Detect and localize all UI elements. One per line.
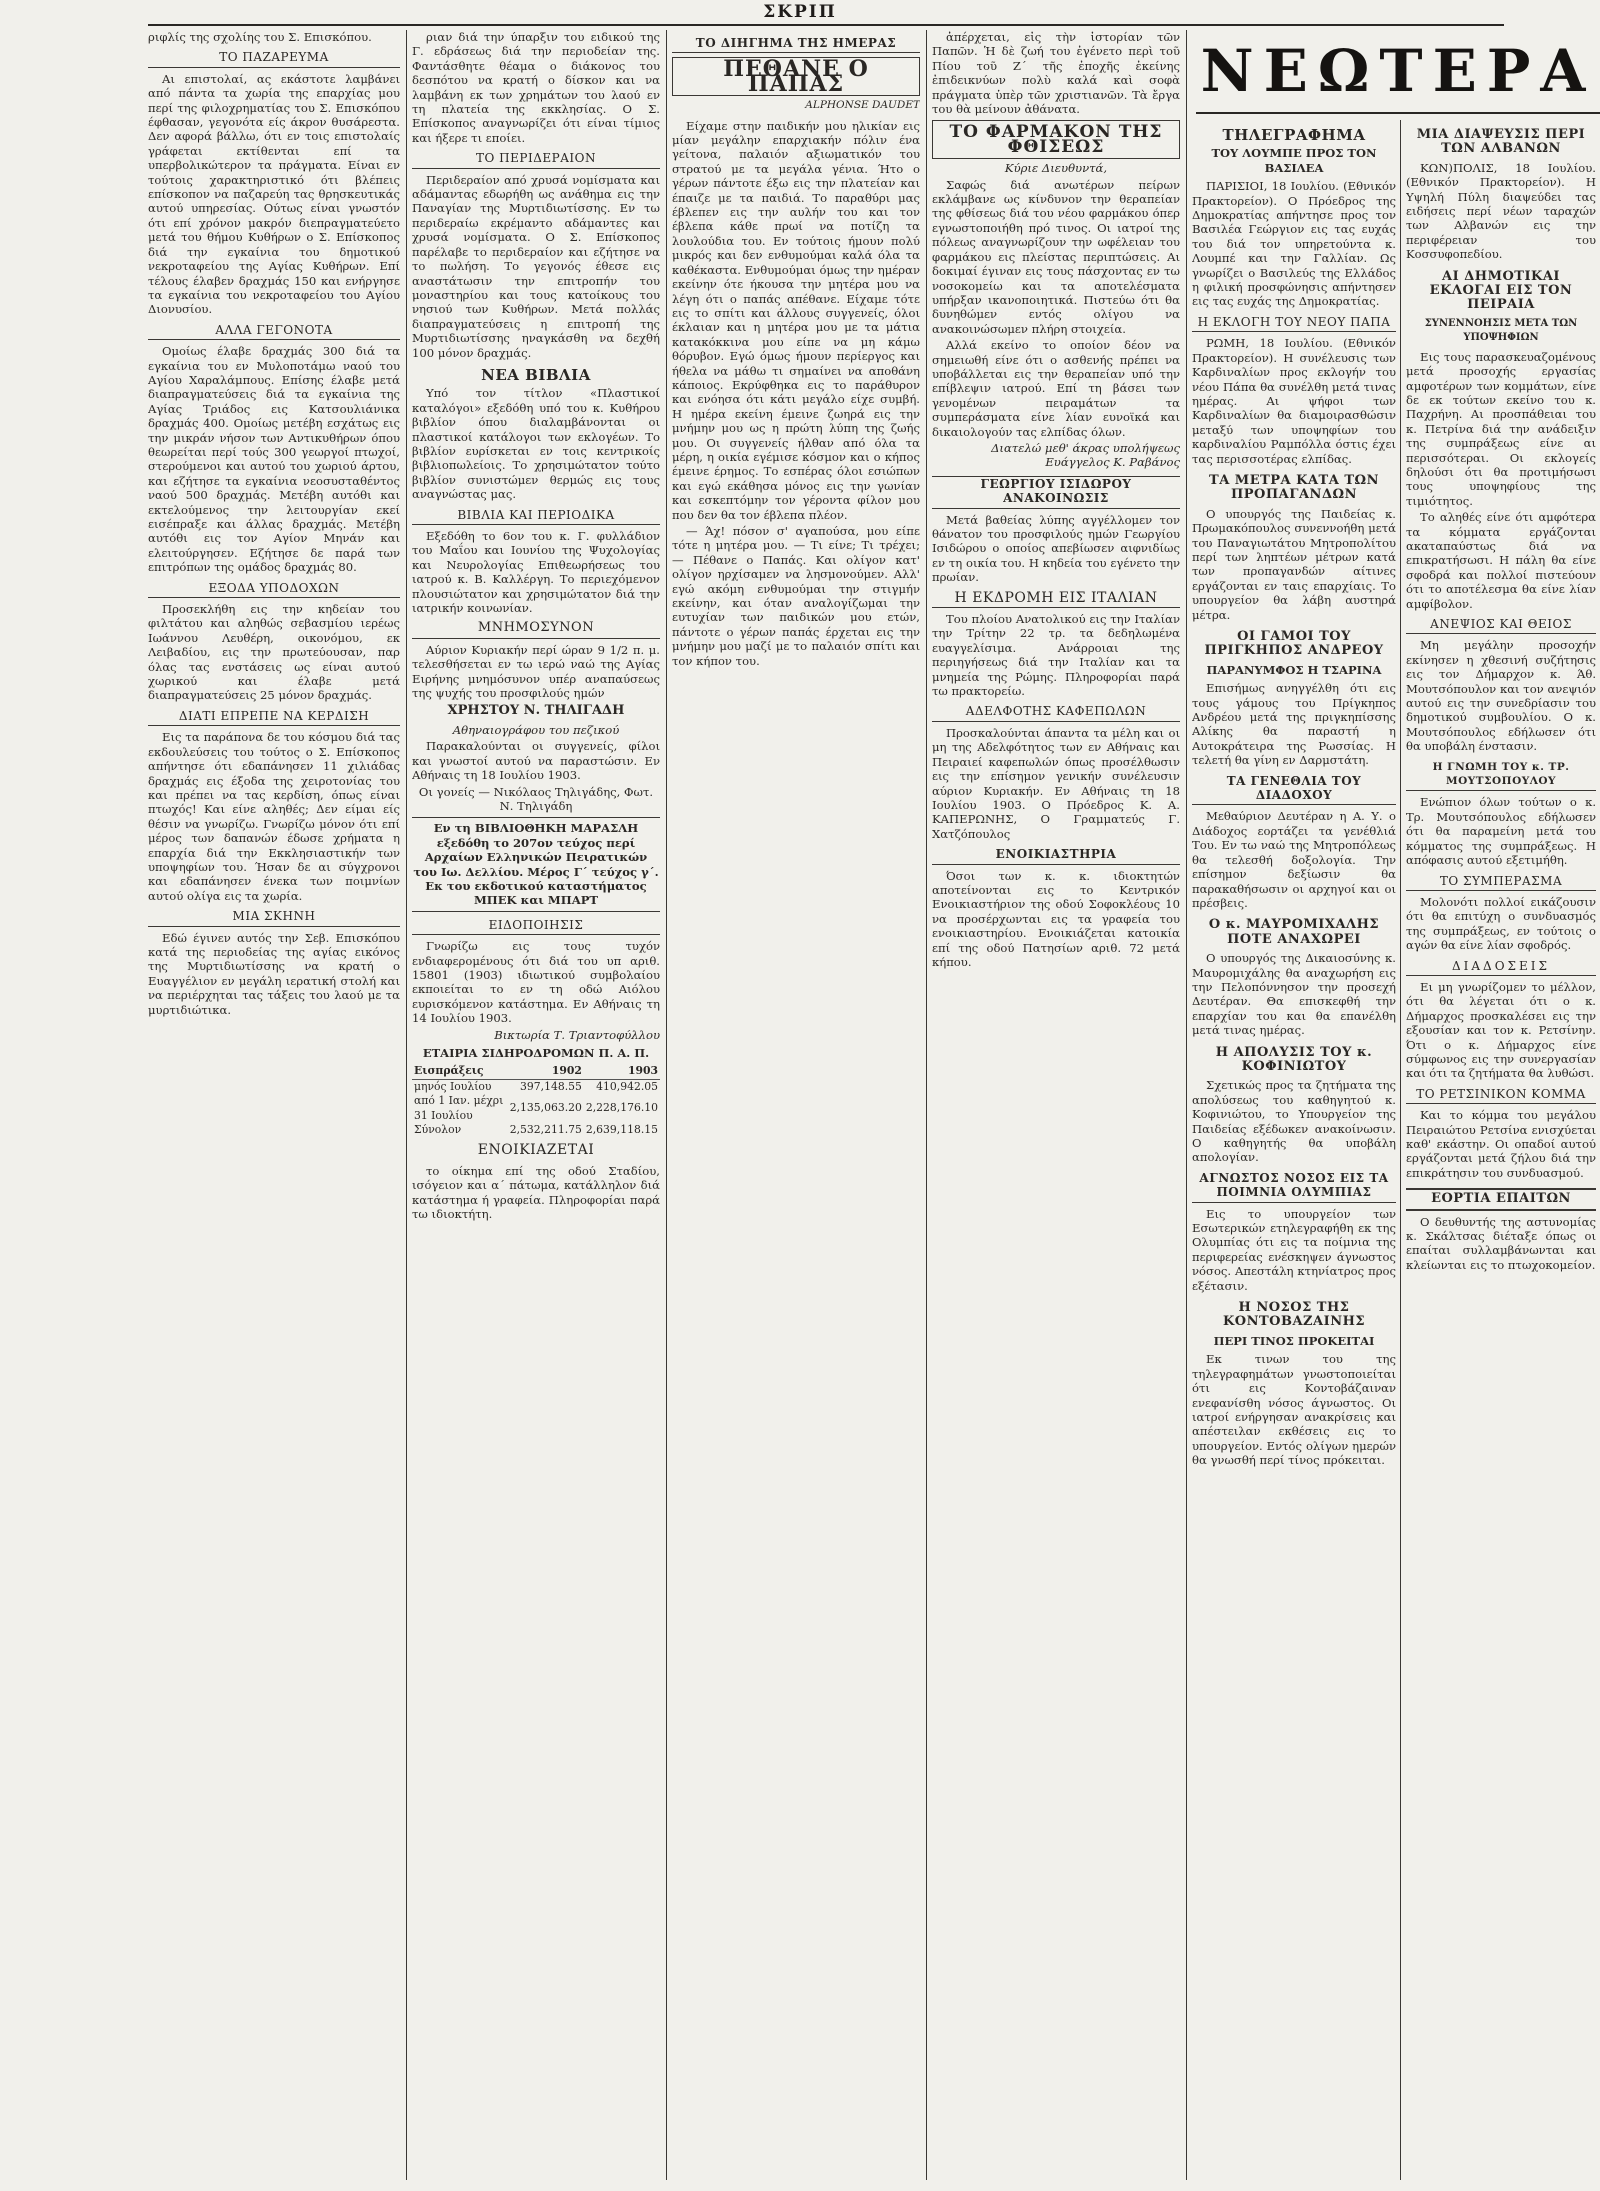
table-heading: ΕΤΑΙΡΙΑ ΣΙΔΗΡΟΔΡΟΜΩΝ Π. Α. Π. bbox=[422, 1046, 650, 1060]
article-heading: ΤΟ ΡΕΤΣΙΝΙΚΟΝ ΚΟΜΜΑ bbox=[1406, 1087, 1596, 1104]
article-text: το οίκημα επί της οδού Σταδίου, ισόγειον και α΄ πάτωμα, κατάλληλον διά κατάστημα ή γραφεία. Πληροφορίαι παρά τω ιδιοκτήτη. bbox=[412, 1163, 660, 1222]
intro-text: ριφλίς της σχολίης του Σ. Επισκόπου. bbox=[148, 30, 372, 44]
article-text: Εις τα παράπονα δε του κόσμου διά τας εκδουλεύσεις του τούτος ο Σ. Επίσκοπος απήντησε ότι εδαπάνησεν 11 χιλιάδας δραχμάς εις έξοδα της χειροτονίας του και πρέπει να τας κερδίση, όπως είναι πτωχός! Και είνε αληθές; Δεν είμαι είς θέσιν να γνωρίζω. Γνωρίζω μόνον ότι επί μέρος των δαπανών έδωσε χρήματα η επαρχία διά την Εκκλησιαστικήν των υποψηφίων του. Ήσαν δε αι σύγχρονοι και εδαπάνησεν ένεκα των ποιμνίων αυτού ολίγα εις τα χωρία. bbox=[148, 730, 400, 903]
article-text: Προσεκλήθη εις την κηδείαν του φιλτάτου και αληθώς σεβασμίου ιερέως Ιωάννου Λευθέρη, οικονόμου, εκ Λειβαδίου, εις την πρωτεύουσαν, παρ όλας τας ενστάσεις ως είναι αυτού χωρικού και έλαβε μετά διαπραγματεύσεις 25 μόνον δραχμάς. bbox=[148, 602, 400, 703]
article-heading: Η ΕΚΛΟΓΗ ΤΟΥ ΝΕΟΥ ΠΑΠΑ bbox=[1192, 315, 1396, 332]
table-header: Εισπράξεις bbox=[412, 1064, 508, 1079]
memorial-signature: Οι γονείς — Νικόλαος Τηλιγάδης, Φωτ. Ν. Τηλιγάδη bbox=[418, 784, 654, 813]
article-text: Το αληθές είνε ότι αμφότερα τα κόμματα εργάζονται ακαταπαύστως διά να επικρατήσωσι. Η πάλη θα είνε σφοδρά και πολλοί πιστεύουν ότι το αποτέλεσμα θα είνε λίαν αμφίβολον. bbox=[1406, 510, 1596, 611]
column-rule bbox=[406, 30, 407, 2180]
article-text: Εξεδόθη το 6ον του κ. Γ. φυλλάδιον του Μαΐου και Ιουνίου της Ψυχολογίας και Νευρολογίας Επιθεωρήσεως του ιατρού κ. Β. Καλλέργη. Το περιεχόμενον πλουσιώτατον και χρησιμώτατον διά την ιατρικήν κοινωνίαν. bbox=[412, 529, 660, 616]
article-text: Εδώ έγινεν αυτός την Σεβ. Επισκόπου κατά της περιοδείας της αγίας εικόνος της Μυρτιδιωτίσσης να κρατή ο Ευαγγέλιον εν μεγάλη ιερατική στολή και να περιέρχηται τας τάξεις του λαού με τα μυρτιδιώτικα. bbox=[148, 930, 400, 1017]
table-row: Σύνολον 2,532,211.75 2,639,118.15 bbox=[414, 1123, 658, 1137]
article-heading: ΤΑ ΓΕΝΕΘΛΙΑ ΤΟΥ ΔΙΑΔΟΧΟΥ bbox=[1192, 774, 1396, 806]
article-text: Του πλοίου Ανατολικού εις την Ιταλίαν την Τρίτην 22 τρ. τα δεδηλωμένα ευαγγελίσιμα. Ανάρροιαι της περιηγήσεως διά την Ιταλίαν και τα μνημεία της Ρώμης. Πληροφορίαι παρά τω πρακτορείω. bbox=[932, 612, 1180, 699]
article-heading: ΜΝΗΜΟΣΥΝΟΝ bbox=[412, 621, 660, 638]
article-heading: ΤΟ ΦΑΡΜΑΚΟΝ ΤΗΣ ΦΘΙΣΕΩΣ bbox=[932, 120, 1180, 159]
notice-signature: Βικτωρία Τ. Τριαντοφύλλου bbox=[494, 1027, 660, 1042]
article-subheading: ΠΑΡΑΝΥΜΦΟΣ Η ΤΣΑΡΙΝΑ bbox=[1206, 662, 1382, 677]
article-text: Αι επιστολαί, ας εκάστοτε λαμβάνει από πάντα τα χωρία της επαρχίας μου περί της φιλοχρηματίας του Σ. Επισκόπου έφθασαν, γεγονότα είς άκρον θυσάρεστα. Δεν αφορά βάλλω, ότι εν τοις επιστολαίς γράφεται εκτίθενται επί τα υπερβολικώτερον τα πράγματα. Είναι εν τούτοις χαρακτηριστικό ότι βλέπεις επίσκοπον να παζαρεύη τας θρησκευτικάς αυτού υπηρεσίας. Ούτως είναι γνωστόν ότι επί χρόνον μακρόν διεπραγματεύετο μετά του θήμου Κυθήρων ο Σ. Επίσκοπος διά την εγκαίνια του δημοτικού νεκροταφείου της Αγίας Κυθήρων. Επί τέλους έλαβεν δραχμάς 150 και ενήργησε τα εγκαίνια του νεκροταφείου του Αγίου Διονυσίου. bbox=[148, 71, 400, 317]
article-heading: ΕΝΟΙΚΙΑΣΤΗΡΙΑ bbox=[932, 847, 1180, 864]
article-text: Σχετικώς προς τα ζητήματα της απολύσεως του καθηγητού κ. Κοφινιώτου, το Υπουργείον της Παιδείας εξέδωκεν ανακοίνωσιν. Ο καθηγητής θα υποβάλη απολογίαν. bbox=[1192, 1078, 1396, 1165]
article-heading: ΕΞΟΔΑ ΥΠΟΔΟΧΩΝ bbox=[148, 581, 400, 598]
article-heading: ΤΑ ΜΕΤΡΑ ΚΑΤΑ ΤΩΝ ΠΡΟΠΑΓΑΝΔΩΝ bbox=[1209, 472, 1379, 503]
column-5 bbox=[1192, 120, 1396, 2180]
article-text: Εις το υπουργείον των Εσωτερικών ετηλεγραφήθη εκ της Ολυμπίας ότι εις τα ποίμνια της περιφερείας ενέσκηψεν άγνωστος νόσος. Απεστάλη κτηνίατρος προς εξέτασιν. bbox=[1192, 1206, 1396, 1293]
table-row: από 1 Ιαν. μέχρι 31 Ιουλίου 2,135,063.20 2,228,176.10 bbox=[414, 1094, 658, 1122]
column-2 bbox=[412, 30, 660, 2180]
article-subheading: ΠΕΡΙ ΤΙΝΟΣ ΠΡΟΚΕΙΤΑΙ bbox=[1213, 1333, 1375, 1348]
revenue-table bbox=[412, 1064, 660, 1137]
article-text: Ομοίως έλαβε δραχμάς 300 διά τα εγκαίνια του εν Μυλοποτάμω ναού του Αγίου Χαραλάμπους. Επίσης έλαβε μετά διαπραγματεύσεις διά τα εγκαίνια της Αγίας Τριάδος εις Κατσουλιάνικα δραχμάς 400. Ομοίως μετέβη εσχάτως εις την μικράν νήσον των Αντικυθήρων όπου θεωρείται περί τούς 300 γεωργοί πτωχοί, στερούμενοι και αυτού του χωριού άρτου, και εζήτησε τα εγκαίνια νεοσυσταθέντος ναού 500 δραχμάς. Μετέβη αυτόθι και εκτελούμενος την λειτουργίαν εκεί εισέπραξε και άλλας δραχμάς. Μετέβη αυτόθι εις τον Αγίον Μηνάν και ελειτούργησεν. Εζήτησε δε παρά των επιτρόπων της ομάδος δραχμάς 80. bbox=[148, 344, 400, 575]
article-text: Ο υπουργός της Παιδείας κ. Πρωμακόπουλος συνεννοήθη μετά του Παναγιωτάτου Μητροπολίτου περί των ληπτέων μέτρων κατά των προπαγανδών αίτινες εργάζονται εν ταις επαρχίαις. Το υπουργείον θα λάβη αυστηρά μέτρα. bbox=[1192, 506, 1396, 622]
article-heading: ΓΕΩΡΓΙΟΥ ΙΣΙΔΩΡΟΥ ΑΝΑΚΟΙΝΩΣΙΣ bbox=[932, 476, 1180, 509]
article-heading: ΟΙ ΓΑΜΟΙ ΤΟΥ ΠΡΙΓΚΗΠΟΣ ΑΝΔΡΕΟΥ bbox=[1204, 629, 1384, 659]
column-rule bbox=[926, 30, 927, 2180]
article-heading: ΑΓΝΩΣΤΟΣ ΝΟΣΟΣ ΕΙΣ ΤΑ ΠΟΙΜΝΙΑ ΟΛΥΜΠΙΑΣ bbox=[1192, 1171, 1396, 1203]
article-text: Μολονότι πολλοί εικάζουσιν ότι θα επιτύχη ο συνδυασμός της συμπράξεως, εν τούτοις ο αγών θα είνε λίαν σφοδρός. bbox=[1406, 894, 1596, 953]
story-author: ALPHONSE DAUDET bbox=[805, 99, 920, 112]
article-text: ΡΩΜΗ, 18 Ιουλίου. (Εθνικόν Πρακτορείον). Η συνέλευσις των Καρδιναλίων προς εκλογήν του νέου Πάπα θα συνέλθη μετά τινας ημέρας. Αι ψήφοι των Καρδιναλίων θα διαμοιρασθώσιν μεταξύ των υποψηφίων του καρδιναλίου Ραμπόλλα όστις έχει τας περισσοτέρας ελπίδας. bbox=[1192, 336, 1396, 466]
letter-signature: Διατελώ μεθ' άκρας υπολήψεως Ευάγγελος Κ. Ραβάνος bbox=[991, 440, 1180, 470]
column-rule bbox=[1400, 120, 1401, 2180]
article-text: Μη μεγάλην προσοχήν εκίνησεν η χθεσινή συζήτησις εις τον Δήμαρχον κ. Άθ. Μουτσόπουλον και τον ανεψιόν αυτού εις την συνεδρίασιν του δημοτικού συμβουλίου. Ο κ. Μουτσόπουλος εδήλωσεν ότι θα υποβάλη ένστασιν. bbox=[1406, 638, 1596, 754]
article-heading: ΑΛΛΑ ΓΕΓΟΝΟΤΑ bbox=[148, 323, 400, 340]
memorial-name: ΧΡΗΣΤΟΥ Ν. ΤΗΛΙΓΑΔΗ bbox=[447, 703, 625, 719]
table-row: μηνός Ιουλίου 397,148.55 410,942.05 bbox=[414, 1079, 658, 1093]
article-heading: ΕΟΡΤΙΑ ΕΠΑΙΤΩΝ bbox=[1406, 1188, 1596, 1210]
article-heading: ΜΙΑ ΔΙΑΨΕΥΣΙΣ ΠΕΡΙ ΤΩΝ ΑΛΒΑΝΩΝ bbox=[1416, 127, 1586, 157]
article-heading: ΑΝΕΨΙΟΣ ΚΑΙ ΘΕΙΟΣ bbox=[1406, 617, 1596, 634]
top-rule bbox=[148, 24, 1504, 26]
article-heading: ΒΙΒΛΙΑ ΚΑΙ ΠΕΡΙΟΔΙΚΑ bbox=[412, 508, 660, 525]
article-text: Ει μη γνωρίζομεν το μέλλον, ότι θα λέγεται ότι ο κ. Δήμαρχος προσκαλέσει εις την εξουσίαν και τον κ. Ρετσίνην. Ότι ο κ. Δήμαρχος είνε σύμφωνος εις την συνεργασίαν και ότι τα ζητήματα θα λυθώσι. bbox=[1406, 979, 1596, 1081]
article-heading: ΔΙΑΔΟΣΕΙΣ bbox=[1406, 959, 1596, 976]
article-heading: ΕΙΔΟΠΟΙΗΣΙΣ bbox=[412, 918, 660, 935]
article-heading: ΤΗΛΕΓΡΑΦΗΜΑ bbox=[1222, 126, 1366, 144]
masthead-title: ΣΚΡΙΠ bbox=[763, 2, 837, 22]
section-masthead: ΝΕΩΤΕΡΑ bbox=[1200, 37, 1596, 105]
article-heading: ΜΙΑ ΣΚΗΝΗ bbox=[148, 909, 400, 926]
section-heading: ΤΟ ΔΙΗΓΗΜΑ ΤΗΣ ΗΜΕΡΑΣ bbox=[672, 36, 920, 53]
article-subheading: ΤΟΥ ΛΟΥΜΠΕ ΠΡΟΣ ΤΟΝ ΒΑΣΙΛΕΑ bbox=[1211, 146, 1377, 175]
article-heading: Ο κ. ΜΑΥΡΟΜΙΧΑΛΗΣ ΠΟΤΕ ΑΝΑΧΩΡΕΙ bbox=[1208, 917, 1380, 947]
article-text: Γνωρίζω εις τους τυχόν ενδιαφερομένους ότι διά του υπ αριθ. 15801 (1903) ιδιωτικού συμβολαίου εκποιείται το εν τη οδώ Αιόλου ευρισκόμενον κατάστημα. Εν Αθήναις τη 14 Ιουλίου 1903. bbox=[412, 939, 660, 1026]
article-text: ΚΩΝ)ΠΟΛΙΣ, 18 Ιουλίου. (Εθνικόν Πρακτορείον). Η Υψηλή Πύλη διαψεύδει τας ειδήσεις περί νέων ταραχών των Αλβανών εις την περιφέρειαν του Κοσσυφοπεδίου. bbox=[1406, 160, 1596, 262]
column-4 bbox=[932, 30, 1180, 2180]
article-subheading: ΣΥΝΕΝΝΟΗΣΙΣ ΜΕΤΑ ΤΩΝ ΥΠΟΨΗΦΙΩΝ bbox=[1424, 317, 1578, 344]
article-text: Προσκαλούνται άπαντα τα μέλη και οι μη της Αδελφότητος των εν Αθήναις και Πειραιεί καφεπωλών όπως προσέλθωσιν εις την επίσημον γενικήν συνέλευσιν αύριον Κυριακήν. Εν Αθήναις τη 18 Ιουλίου 1903. Ο Πρόεδρος Κ. Α. ΚΑΠΕΡΩΝΗΣ, Ο Γραμματεύς Γ. Χατζόπουλος bbox=[932, 725, 1180, 841]
letter-salutation: Κύριε Διευθυντά, bbox=[1004, 161, 1108, 176]
article-text: Εις τους παρασκευαζομένους μετά προσοχής εργασίας αμφοτέρων των κομμάτων, είνε δε εκ τούτων εκείνο του κ. Παχρήνη. Αι προσπάθειαι του κ. Πετρίνα διά την ανάδειξιν της συμπράξεως είνε αι περισσότεραι. Οι εκλογείς δηλούσι ότι θα προτιμήσωσι τους υποψηφίους της τιμιότητος. bbox=[1406, 349, 1596, 508]
column-1 bbox=[148, 30, 400, 2180]
article-heading: ΝΕΑ ΒΙΒΛΙΑ bbox=[481, 365, 591, 384]
memorial-role: Αθηναιογράφου του πεζικού bbox=[452, 722, 620, 737]
article-text: Ο δευθυντής της αστυνομίας κ. Σκάλτσας διέταξε όπως οι επαίται συλλαμβάνωνται και κλείωνται εις το πτωχοκομείον. bbox=[1406, 1214, 1596, 1272]
article-heading: Η ΕΚΔΡΟΜΗ ΕΙΣ ΙΤΑΛΙΑΝ bbox=[932, 591, 1180, 608]
column-3 bbox=[672, 30, 920, 2180]
article-heading: Η ΝΟΣΟΣ ΤΗΣ ΚΟΝΤΟΒΑΖΑΙΝΗΣ bbox=[1222, 1300, 1366, 1330]
article-text: Σαφώς διά ανωτέρων πείρων εκλάμβανε ως κίνδυνον την θεραπείαν της φθίσεως διά του νέου φαρμάκου όπερ εγνωστοποιήθη πρό τινος. Οι ιατροί της πόλεως αναγνωρίζουν την ωφέλειαν του φαρμάκου εις πλείστας περιπτώσεις. Αι δοκιμαί έγιναν εις τους πάσχοντας εν τω νοσοκομείω και τα αποτελέσματα υπήρξαν ικανοποιητικά. Πιστεύω ότι θα δυνηθώμεν εντός ολίγου να ανακοινώσωμεν πλήρη στοιχεία. bbox=[932, 177, 1180, 336]
article-text: Μετά βαθείας λύπης αγγέλλομεν τον θάνατον του προσφιλούς ημών Γεωργίου Ισιδώρου ο οποίος απεβίωσεν αιφνιδίως εν τη οικία του. Η κηδεία του εγένετο την πρωίαν. bbox=[932, 512, 1180, 585]
article-text: ἀπέρχεται, εἰς τὴν ἱστορίαν τῶν Παπῶν. Ἡ δὲ ζωή του ἐγένετο περὶ τοῦ Πίου τοῦ Ζ΄ τῆς ἐποχῆς ἐκείνης ἐπιδεικνύων πολὺ καλά καὶ σοφὰ πράγματα ὑπὲρ τῶν χριστιανῶν. Τὰ ἔργα του θὰ μείνουν ἀθάνατα. bbox=[932, 30, 1180, 117]
article-text: Ενώπιον όλων τούτων ο κ. Τρ. Μουτσόπουλος εδήλωσεν ότι θα παραμείνη μετά του κόμματος της συμπράξεως. Η απόφασις αυτού εξετιμήθη. bbox=[1406, 795, 1596, 868]
story-text: Είχαμε στην παιδικήν μου ηλικίαν εις μίαν μεγάλην επαρχιακήν πόλιν ένα γείτονα, παλαιόν αξιωματικόν του στρατού με τα μεγάλα γένια. Ήτο ο γέρων πάντοτε έξω εις την πλατείαν και έπαιζε με τα παιδιά. Το παραθύρι μας έβλεπεν εις την αυλήν του και τον έβλεπα κάθε πρωί να ποτίζη τα λουλούδια του. Εν τούτοις ήμουν πολύ μικρός και δεν ενθυμούμαι καλά όλα τα καθέκαστα. Ενθυμούμαι όμως την ημέραν εκείνην ότε ήκουσα την μητέρα μου να λέγη ότι ο παπάς απέθανε. Είχαμε τότε εις το σπίτι και άλλους συγγενείς, όλοι έκλαιαν και η μητέρα μου με τα μάτια κατακόκκινα μου είπε να μη κάμω θόρυβον. Εγώ όμως ήμουν περίεργος και ήθελα να μάθω τι σημαίνει να αποθάνη κάποιος. Εκρύφθηκα εις το παράθυρον και ενόησα ότι κάτι μεγάλο είχε συμβή. Η ημέρα εκείνη έμεινε ζωηρά εις την μνήμην μου ως η πρώτη λύπη της ζωής μου. Οι συγγενείς ήλθαν από όλα τα μέρη, η οικία εγέμισε κόσμον και ο κήπος έμεινε έρημος. Το εσπέρας όλοι εσιώπων και εγώ εκάθησα μόνος εις την γωνίαν και εσκεπτόμην τον γέροντα φίλον μου που δεν θα τον έβλεπα πλέον. bbox=[672, 118, 920, 522]
article-text: Περιδεραίον από χρυσά νομίσματα και αδάμαντας εδωρήθη ως ανάθημα εις την Παναγίαν της Μυρτιδιωτίσσης. Εν τω περιδεραίω εκρέμαντο αδάμαντες και χρυσά νομίσματα. Ο Σ. Επίσκοπος παρέλαβε το περιδεραίον και εζήτησε να το πωλήση. Το γεγονός έθεσε εις αναστάτωσιν την επιτροπήν του μοναστηρίου και τους κατοίκους του νησιού των Κυθήρων. Μετά πολλάς διαπραγματεύσεις η επιτροπή της Μυρτιδιωτίσσης ηναγκάσθη να δεχθή 100 μόνον δραχμάς. bbox=[412, 172, 660, 360]
article-heading: Η ΓΝΩΜΗ ΤΟΥ κ. ΤΡ. ΜΟΥΤΣΟΠΟΥΛΟΥ bbox=[1406, 760, 1596, 792]
library-notice: Εν τη ΒΙΒΛΙΟΘΗΚΗ ΜΑΡΑΣΛΗ εξεδόθη το 207ον τεύχος περί Αρχαίων Ελληνικών Πειρατικών του Ιω. Δελλίου. Μέρος Γ΄ τεύχος γ΄. Εκ του εκδοτικού καταστήματος ΜΠΕΚ και ΜΠΑΡΤ bbox=[412, 817, 660, 911]
table-header: 1903 bbox=[584, 1064, 660, 1079]
article-heading: Η ΑΠΟΛΥΣΙΣ ΤΟΥ κ. ΚΟΦΙΝΙΩΤΟΥ bbox=[1215, 1044, 1373, 1074]
article-heading: ΕΝΟΙΚΙΑΖΕΤΑΙ bbox=[477, 1142, 595, 1159]
article-text: Και το κόμμα του μεγάλου Πειραιώτου Ρετσίνα ενισχύεται καθ' εκάστην. Οι οπαδοί αυτού εργάζονται μετά ζήλου διά την επικράτησιν του συνδυασμού. bbox=[1406, 1108, 1596, 1180]
article-text: ριαν διά την ύπαρξιν του ειδικού της Γ. εδράσεως διά την περιοδείαν της. Φαντάσθητε θέαμα ο διάκονος του δεσπότου να κρατή ο δίσκον και να λαμβάνη εκ των χρημάτων του λαού εν τη πλατεία της εκκλησίας. Ο Σ. Επίσκοπος αναγνωρίζει ότι είναι τίμιος και ήξερε τι εποίει. bbox=[412, 30, 660, 145]
column-rule bbox=[1186, 30, 1187, 2180]
article-text: Παρακαλούνται οι συγγενείς, φίλοι και γνωστοί αυτού να παραστώσιν. Εν Αθήναις τη 18 Ιουλίου 1903. bbox=[412, 739, 660, 783]
article-text: ΠΑΡΙΣΙΟΙ, 18 Ιουλίου. (Εθνικόν Πρακτορείον). Ο Πρόεδρος της Δημοκρατίας απήντησε προς τον Βασιλέα Γεώργιον εις τας ευχάς του διά τον υπηρετούντα κ. Λουμπέ και την Γαλλίαν. Ως γνωρίζει ο Βασιλεύς της Ελλάδος η φιλική προσφώνησις απήντησεν εις τας ευχάς της Δημοκρατίας. bbox=[1192, 179, 1396, 309]
table-header: 1902 bbox=[508, 1064, 584, 1079]
article-text: Υπό τον τίτλον «Πλαστικοί καταλόγοι» εξεδόθη υπό του κ. Κυθήρου βιβλίον όπου διαλαμβάνονται οι πλαστικοί κατάλογοι των εκλογέων. Το βιβλίον ευρίσκεται εν τοις κεντρικοίς βιβλιοπωλείοις. Το χρησιμώτατον τούτο βιβλίον συνιστώμεν θερμώς εις τους αναγνώστας μας. bbox=[412, 386, 660, 502]
article-heading: ΑΔΕΛΦΟΤΗΣ ΚΑΦΕΠΩΛΩΝ bbox=[932, 704, 1180, 721]
article-heading: ΤΟ ΠΕΡΙΔΕΡΑΙΟΝ bbox=[412, 151, 660, 168]
section-rule bbox=[1196, 112, 1600, 114]
article-text: Αλλά εκείνο το οποίον δέον να σημειωθή είνε ότι ο ασθενής πρέπει να υποβάλλεται εις την θεραπείαν υπό την επίβλεψιν ιατρού. Επί τη βάσει των γενομένων πειραμάτων τα συμπεράσματα είνε λίαν ευνοϊκά και δικαιολογούν τας ελπίδας όλων. bbox=[932, 338, 1180, 439]
story-text: — Άχ! πόσον σ' αγαπούσα, μου είπε τότε η μητέρα μου. — Τι είνε; Τι τρέχει; — Πέθανε ο Παπάς. Και ολίγον κατ' ολίγον ηρχίσαμεν να λησμονούμεν. Αλλ' εγώ ακόμη ενθυμούμαι την στιγμήν εκείνην, και όταν αναλογίζωμαι την ευτυχίαν των παιδικών μου ετών, πάντοτε ο γέρων παπάς έρχεται εις την μνήμην μου μαζί με το παλαιόν σπίτι και τον κήπον του. bbox=[672, 524, 920, 668]
article-heading: ΔΙΑΤΙ ΕΠΡΕΠΕ ΝΑ ΚΕΡΔΙΣΗ bbox=[148, 709, 400, 726]
article-text: Ο υπουργός της Δικαιοσύνης κ. Μαυρομιχάλης θα αναχωρήση εις την Πελοπόννησον την προσεχή Δευτέραν. Θα επισκεφθή την επαρχίαν του και θα επανέλθη μετά τινας ημέρας. bbox=[1192, 951, 1396, 1038]
article-text: Επισήμως ανηγγέλθη ότι εις τους γάμους του Πρίγκηπος Ανδρέου μετά της πριγκηπίσσης Αλίκης θα παραστή η Αυτοκράτειρα της Ρωσσίας. Η τελετή θα γίνη εν Δαρμστάτη. bbox=[1192, 681, 1396, 768]
column-6 bbox=[1406, 120, 1596, 2180]
article-text: Όσοι των κ. κ. ιδιοκτητών αποτείνονται εις το Κεντρικόν Ενοικιαστήριον της οδού Σοφοκλέους 10 να προσέρχωνται εις τα γραφεία του ενοικιαστηρίου. Ενοικιάζεται κατοικία επί της οδού Πατησίων αριθ. 72 μετά κήπου. bbox=[932, 868, 1180, 969]
article-heading: ΤΟ ΣΥΜΠΕΡΑΣΜΑ bbox=[1406, 874, 1596, 891]
column-rule bbox=[666, 30, 667, 2180]
story-title: ΠΕΘΑΝΕ Ο ΠΑΠΑΣ bbox=[672, 57, 920, 96]
article-text: Εκ τινων του της τηλεγραφημάτων γνωστοποιείται ότι εις Κοντοβάζαιναν ενεφανίσθη νόσος άγνωστος. Οι ιατροί ενήργησαν ανακρίσεις και απέστειλαν εκθέσεις εις το υπουργείον. Εντός ολίγων ημερών θα γνωσθή περί τίνος πρόκειται. bbox=[1192, 1352, 1396, 1468]
article-heading: ΑΙ ΔΗΜΟΤΙΚΑΙ ΕΚΛΟΓΑΙ ΕΙΣ ΤΟΝ ΠΕΙΡΑΙΑ bbox=[1429, 268, 1573, 313]
article-heading: ΤΟ ΠΑΖΑΡΕΥΜΑ bbox=[148, 50, 400, 67]
article-text: Μεθαύριον Δευτέραν η Α. Υ. ο Διάδοχος εορτάζει τα γενέθλιά Του. Εν τω ναώ της Μητροπόλεως θα τελεσθή δοξολογία. Την επίσημον δεξίωσιν θα παρακαθήσωσιν οι αρχηγοί και οι πρέσβεις. bbox=[1192, 809, 1396, 910]
article-text: Αύριον Κυριακήν περί ώραν 9 1/2 π. μ. τελεσθήσεται εν τω ιερώ ναώ της Αγίας Ειρήνης μνημόσυνον υπέρ αναπαύσεως της ψυχής του προσφιλούς ημών bbox=[412, 642, 660, 701]
